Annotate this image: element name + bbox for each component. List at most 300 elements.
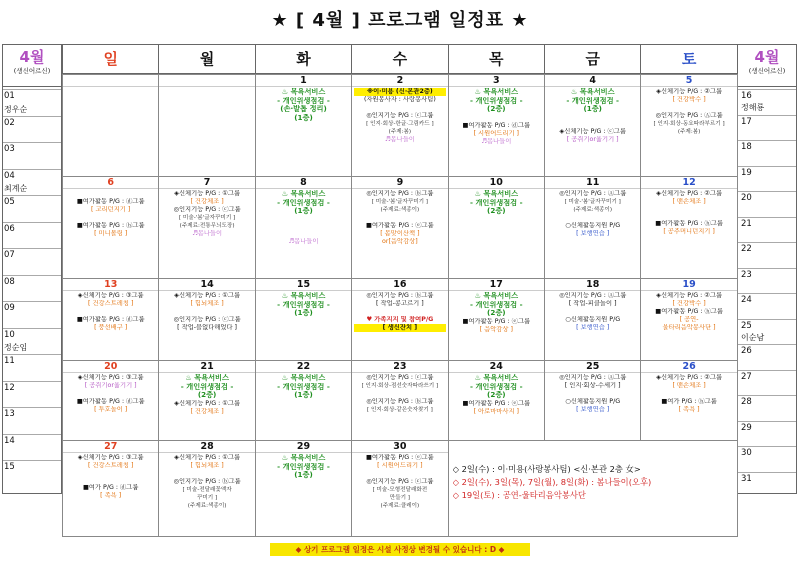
slot-number: 31: [741, 473, 752, 484]
schedule-line: - 개인위생점검 -: [469, 96, 523, 105]
day-schedule: [352, 87, 447, 145]
birthday-name: 정해룡: [741, 103, 765, 112]
day-cell: [544, 176, 641, 279]
schedule-line: [ 음악감상 ]: [479, 325, 513, 333]
slot-number: 26: [741, 346, 752, 356]
day-header: 수: [351, 44, 448, 74]
birthday-slot: [3, 89, 61, 116]
slot-number: 27: [741, 371, 752, 382]
day-number: 4: [545, 75, 640, 87]
schedule-line: ■여가활동 P/G : ⓓ그룹: [76, 198, 145, 205]
schedule-line: ◈신체기능 P/G : ①그룹: [174, 454, 241, 461]
day-number: 13: [63, 279, 158, 291]
day-number: 1: [256, 75, 351, 87]
day-schedule: [159, 87, 254, 89]
schedule-line: [ 건강체조 ]: [190, 198, 224, 205]
schedule-line: (자원봉사자 : 사랑봉사팀): [363, 96, 436, 103]
schedule-line: ♬봄나들이: [384, 136, 415, 143]
day-cell: [448, 74, 545, 177]
right-side-header: [738, 45, 796, 87]
schedule-line: ◈신체기능 P/G : ①그룹: [174, 292, 241, 299]
birthday-slot: [3, 195, 61, 222]
schedule-line: - 개인위생점검 -: [566, 96, 620, 105]
birthday-slot: [738, 217, 796, 243]
schedule-line: [ 보행연습 ]: [576, 406, 610, 413]
schedule-line: - 개인위생점검 -: [277, 300, 330, 309]
schedule-line: ○신체활동지원 P/G: [565, 222, 621, 229]
day-number: 22: [256, 361, 351, 373]
day-header: 금: [544, 44, 641, 74]
calendar-grid: [62, 44, 737, 539]
birthday-slot: [738, 370, 796, 396]
day-cell: [255, 176, 352, 279]
day-cell: [158, 176, 255, 279]
day-schedule: [449, 189, 544, 217]
day-number: 3: [449, 75, 544, 87]
day-cell: [62, 440, 159, 537]
day-schedule: [545, 373, 640, 415]
schedule-line: ♨ 목욕서비스: [281, 190, 326, 198]
day-number: 24: [449, 361, 544, 373]
birthday-slot: [738, 421, 796, 447]
slot-number: 15: [4, 462, 15, 472]
slot-number: 11: [4, 356, 15, 366]
schedule-line: ◈신체기능 P/G : ③그룹: [77, 454, 144, 461]
day-header: 토: [640, 44, 737, 74]
schedule-line: ◎인지기능 P/G : Ⓐ그룹: [655, 112, 723, 119]
side-subtitle: (생신어르신): [748, 67, 786, 75]
schedule-line: - 개인위생점검 -: [180, 382, 234, 391]
schedule-line: 울타리음악봉사단 ]: [662, 324, 716, 331]
right-birthday-column: [737, 44, 797, 494]
schedule-line: 만들기 ]: [389, 495, 410, 501]
day-schedule: [256, 87, 351, 123]
day-schedule: [641, 291, 736, 333]
schedule-line: ■여가활동 P/G : ⓓ그룹: [462, 121, 531, 129]
birthday-slot: [3, 222, 61, 249]
schedule-line: [ 힘뇌체조 ]: [190, 300, 224, 307]
schedule-line: ◎인지기능 P/G : Ⓐ그룹: [559, 190, 627, 197]
day-schedule: [159, 291, 254, 333]
slot-number: 05: [4, 197, 15, 207]
announcement-item: ◇ 2일(수), 3일(목), 7일(월), 8일(화) : 봄나들이(오후): [452, 477, 652, 487]
day-schedule: [63, 189, 158, 239]
slot-number: 20: [741, 193, 752, 203]
birthday-slot: [738, 191, 796, 217]
schedule-line: - 개인위생점검 -: [277, 198, 330, 207]
day-number: 16: [352, 279, 447, 291]
day-cell: [544, 74, 641, 177]
schedule-line: ■여가활동 P/G : ⓔ그룹: [462, 317, 531, 325]
slot-number: 25: [741, 320, 752, 331]
footer-notice: ◆ 상기 프로그램 일정은 시설 사정상 변경될 수 있습니다 : D ◆: [270, 543, 530, 556]
announcement-item: ◇ 19일(토) : 공연-울타리음악봉사단: [452, 490, 586, 500]
schedule-line: [ 보행연습 ]: [576, 230, 610, 237]
schedule-line: ♨ 목욕서비스: [474, 374, 519, 382]
day-cell: [255, 440, 352, 537]
schedule-line: ◎인지기능 P/G : ⓑ그룹: [366, 398, 434, 405]
day-number: 30: [352, 441, 447, 453]
left-side-header: [3, 45, 61, 87]
day-number: 26: [641, 361, 736, 373]
birthday-slot: [3, 328, 61, 355]
schedule-line: [ 시원어드리기 ]: [377, 462, 423, 469]
day-header: 목: [448, 44, 545, 74]
birthday-slot: [738, 140, 796, 166]
schedule-line: ■여가활동 P/G : ⓔ그룹: [366, 454, 434, 461]
day-number: 28: [159, 441, 254, 453]
schedule-line: [ 풍선배구 ]: [94, 324, 128, 331]
day-schedule: [63, 453, 158, 501]
schedule-line: ◈신체기능 P/G : ②그룹: [656, 374, 723, 381]
day-number: 10: [449, 177, 544, 189]
birthday-name: 이순남: [741, 332, 765, 342]
day-number: 2: [352, 75, 447, 87]
day-cell: [62, 176, 159, 279]
left-birthday-column: [2, 44, 62, 494]
schedule-line: [ 인지·회상-동요따라부르기 ]: [653, 121, 725, 127]
day-cell: [544, 360, 641, 441]
birthday-slot: [3, 275, 61, 302]
schedule-line: ♨ 목욕서비스: [570, 88, 615, 96]
slot-number: 23: [741, 269, 752, 280]
schedule-line: ◎인지기능 P/G : ⓒ그룹: [173, 206, 241, 213]
schedule-line: ♨ 목욕서비스: [185, 374, 229, 382]
schedule-line: ♨ 목욕서비스: [474, 190, 519, 198]
day-cell: [351, 440, 448, 537]
schedule-line: ♨ 목욕서비스: [281, 88, 326, 96]
birthday-slot: [3, 381, 61, 408]
day-cell: [158, 440, 255, 537]
schedule-line: ◎인지기능 P/G : Ⓐ그룹: [559, 374, 627, 381]
schedule-line: ◎인지기능 P/G : ⓒ그룹: [173, 316, 241, 323]
day-schedule: [159, 189, 254, 239]
birthday-name: 최계순: [4, 184, 28, 193]
day-number: 18: [545, 279, 640, 291]
day-cell: [255, 278, 352, 361]
day-number: 12: [641, 177, 736, 189]
day-cell: [351, 176, 448, 279]
schedule-line: [ 생신잔치 ]: [354, 324, 445, 332]
schedule-line: ◈신체기능 P/G : ③그룹: [77, 374, 144, 381]
birthday-slot: [3, 116, 61, 143]
schedule-line: ○신체활동지원 P/G: [565, 398, 621, 405]
schedule-line: [ 족욕 ]: [100, 492, 122, 499]
schedule-line: ◈신체기능 P/G : ⓒ그룹: [559, 127, 626, 135]
schedule-line: [ 미니볼링 ]: [94, 230, 128, 237]
schedule-line: ♨ 목욕서비스: [474, 292, 519, 300]
schedule-line: - 개인위생점검 -: [469, 198, 523, 207]
schedule-line: [ 공주머니던지기 ]: [663, 228, 715, 235]
schedule-line: [ 인지·회상-수세기 ]: [564, 382, 621, 389]
schedule-line: [ 건강스트레칭 ]: [87, 300, 134, 307]
schedule-line: [ 보행연습 ]: [576, 324, 610, 331]
birthday-slot: [738, 89, 796, 115]
announcement-item: ◇ 2일(수) : 이·미용(사랑봉사팀) <신·본관 2층 女>: [452, 464, 641, 474]
schedule-line: (주제료:색종이): [187, 503, 227, 509]
schedule-line: [ 인지·회상-점선숫자따라쓰기 ]: [361, 383, 439, 389]
birthday-name: 정순임: [4, 343, 28, 352]
day-schedule: [641, 87, 736, 137]
day-number: 14: [159, 279, 254, 291]
day-cell: [640, 278, 737, 361]
schedule-line: [ 미술-전달래꽃액자: [182, 487, 232, 493]
schedule-line: ♥ 가족지지 및 참여P/G: [366, 316, 434, 323]
birthday-slot: [738, 472, 796, 498]
slot-number: 22: [741, 244, 752, 254]
birthday-slot: [3, 301, 61, 328]
side-subtitle: (생신어르신): [13, 67, 51, 75]
schedule-line: ♨ 목욕서비스: [281, 454, 326, 462]
schedule-line: - 개인위생점검 -: [277, 382, 330, 391]
slot-number: 03: [4, 144, 15, 154]
day-schedule: [545, 87, 640, 145]
day-header: 월: [158, 44, 255, 74]
schedule-line: (2층): [487, 105, 506, 113]
slot-number: 09: [4, 303, 15, 313]
day-schedule: [63, 291, 158, 333]
page-title: ★ [ 4월 ] 프로그램 일정표 ★: [271, 10, 529, 31]
slot-number: 01: [4, 91, 15, 101]
birthday-slot: [3, 434, 61, 461]
day-schedule: [449, 291, 544, 335]
slot-number: 04: [4, 170, 15, 181]
birthday-slot: [738, 395, 796, 421]
birthday-slot: [3, 460, 61, 487]
schedule-line: [ 미술-'봄'글자꾸미기 ]: [371, 199, 428, 205]
schedule-line: [ 인지·회상-한글·그림카드 ]: [366, 121, 434, 127]
schedule-line: [ 미술-모형전달래화전: [372, 487, 428, 493]
day-number: 29: [256, 441, 351, 453]
schedule-line: ♬봄나들이: [192, 230, 223, 237]
day-header: 일: [62, 44, 159, 74]
slot-number: 08: [4, 276, 15, 287]
birthday-slot: [3, 248, 61, 275]
schedule-line: ◎인지기능 P/G : ⓑ그룹: [366, 190, 434, 197]
day-schedule: [256, 291, 351, 319]
slot-number: 18: [741, 142, 752, 152]
day-schedule: [545, 189, 640, 239]
schedule-line: - 개인위생점검 -: [277, 96, 330, 105]
day-number: 7: [159, 177, 254, 189]
schedule-line: [ 작업-피클놀이 ]: [568, 300, 617, 307]
schedule-line: ◈신체기능 P/G : ③그룹: [77, 292, 144, 299]
day-cell: [448, 278, 545, 361]
day-number: 27: [63, 441, 158, 453]
schedule-line: [ 작업-블없다해었다 ]: [177, 324, 238, 331]
day-schedule: [352, 453, 447, 511]
day-number: 8: [256, 177, 351, 189]
day-number: [63, 75, 158, 87]
day-schedule: [545, 291, 640, 333]
schedule-line: ◎인지기능 P/G : ⓑ그룹: [366, 292, 434, 299]
birthday-slot: [738, 166, 796, 192]
schedule-line: ◈신체기능 P/G : ①그룹: [174, 190, 241, 197]
schedule-line: (주제료:색종이): [573, 207, 613, 213]
birthday-slot: [3, 407, 61, 434]
day-cell: [62, 360, 159, 441]
day-cell: [62, 278, 159, 361]
schedule-line: [ 공쥐기or옮기기 ]: [566, 135, 619, 143]
schedule-line: ■여가활동 P/G : ⓗ그룹: [655, 220, 723, 227]
day-cell: [255, 74, 352, 177]
day-schedule: [256, 373, 351, 401]
schedule-line: [ 맨손체조 ]: [672, 198, 706, 205]
day-number: 21: [159, 361, 254, 373]
birthday-slot: [3, 169, 61, 196]
day-cell: [640, 74, 737, 177]
schedule-line: (1층): [583, 105, 602, 113]
schedule-line: [ 미술-'봄'글자꾸미기 ]: [564, 199, 621, 205]
schedule-line: (주제:봄): [677, 129, 701, 135]
schedule-line: ◈신체기능 P/G : ②그룹: [656, 292, 723, 299]
schedule-line: (1층): [294, 391, 313, 399]
schedule-line: ♬봄나들이: [288, 237, 319, 245]
schedule-line: (2층): [197, 391, 217, 399]
birthday-slot: [738, 242, 796, 268]
birthday-slot: [738, 115, 796, 141]
slot-number: 16: [741, 91, 752, 101]
schedule-line: ○신체활동지원 P/G: [565, 316, 621, 323]
day-cell: [448, 360, 545, 441]
day-schedule: [352, 291, 447, 333]
day-schedule: [449, 373, 544, 417]
slot-number: 06: [4, 223, 15, 234]
birthday-slot: [3, 354, 61, 381]
schedule-line: [ 건강박수 ]: [672, 96, 706, 103]
day-cell: [544, 278, 641, 361]
day-schedule: [449, 87, 544, 147]
schedule-line: ■여가 P/G : ⓓ그룹: [82, 484, 139, 491]
day-cell: [448, 176, 545, 279]
day-schedule: [352, 189, 447, 247]
slot-number: 02: [4, 117, 15, 128]
day-number: 23: [352, 361, 447, 373]
day-schedule: [63, 373, 158, 415]
schedule-line: - 개인위생점검 -: [469, 300, 523, 309]
schedule-line: 꾸미기 ]: [197, 495, 218, 501]
slot-number: 24: [741, 295, 752, 305]
schedule-line: ◈신체기능 P/G : ②그룹: [656, 88, 723, 95]
slot-number: 17: [741, 116, 752, 127]
month-label: 4월: [754, 48, 780, 66]
slot-number: 13: [4, 409, 15, 419]
birthday-slot: [738, 344, 796, 370]
day-cell: [640, 360, 737, 441]
day-cell: [351, 278, 448, 361]
day-schedule: [63, 87, 158, 89]
schedule-line: (주제:봄): [388, 129, 412, 135]
schedule-line: ■여가활동 P/G : ⓔ그룹: [366, 222, 434, 229]
schedule-line: ■여가활동 P/G : ⓓ그룹: [76, 398, 145, 405]
schedule-line: ■여가 P/G : ⓗ그룹: [661, 398, 717, 405]
month-label: 4월: [19, 48, 45, 66]
day-schedule: [641, 373, 736, 415]
day-number: [159, 75, 254, 87]
day-cell: [62, 74, 159, 177]
day-cell: [255, 360, 352, 441]
schedule-line: [ 건강박수 ]: [672, 300, 706, 307]
schedule-line: ♬봄나들이: [481, 137, 512, 145]
schedule-line: - 개인위생점검 -: [469, 382, 523, 391]
day-number: 11: [545, 177, 640, 189]
day-schedule: [159, 453, 254, 511]
announcement-box: [448, 440, 738, 537]
schedule-line: [ 아로마마사지 ]: [473, 407, 519, 415]
schedule-line: (2층): [487, 309, 506, 317]
schedule-line: ■여가활동 P/G : ⓔ그룹: [462, 399, 531, 407]
schedule-line: ◎인지기능 P/G : ⓒ그룹: [366, 478, 434, 485]
schedule-line: [ 건강스트레칭 ]: [87, 462, 134, 469]
schedule-line: [ 족욕 ]: [678, 406, 700, 413]
schedule-line: ■여가활동 P/G : ⓗ그룹: [76, 222, 145, 229]
schedule-line: [ 고리던지기 ]: [91, 206, 131, 213]
schedule-line: ◎인지기능 P/G : Ⓐ그룹: [559, 292, 627, 299]
day-cell: [158, 278, 255, 361]
schedule-line: [ 미술-'봄'글자꾸미기 ]: [178, 215, 236, 221]
schedule-line: [ 투호놀이 ]: [94, 406, 128, 413]
schedule-line: [ 봄맞이산책 ]: [380, 230, 420, 237]
birthday-slot: [738, 319, 796, 345]
schedule-line: [ 인지·회상-같은숫자찾기 ]: [367, 407, 433, 413]
day-schedule: [159, 373, 254, 417]
slot-number: 19: [741, 167, 752, 178]
schedule-line: (주제료:전통무늬도장): [179, 223, 235, 229]
schedule-line: ♨ 목욕서비스: [281, 292, 326, 300]
day-number: 17: [449, 279, 544, 291]
slot-number: 21: [741, 218, 752, 229]
schedule-line: ◎인지기능 P/G : ⓑ그룹: [173, 478, 241, 485]
schedule-line: [ 시원어드리기 ]: [473, 129, 519, 137]
day-number: 6: [63, 177, 158, 189]
schedule-line: (1층): [294, 309, 313, 317]
schedule-line: ◎인지기능 P/G : ⓒ그룹: [366, 112, 434, 119]
birthday-slot: [738, 268, 796, 294]
schedule-line: (주제료:색종이): [380, 207, 420, 213]
schedule-line: ■여가활동 P/G : ⓗ그룹: [655, 308, 723, 315]
birthday-slot: [738, 293, 796, 319]
slot-number: 30: [741, 448, 752, 458]
slot-number: 12: [4, 382, 15, 393]
slot-number: 10: [4, 329, 15, 340]
schedule-line: ◎인지기능 P/G : ⓒ그룹: [366, 374, 434, 381]
day-schedule: [256, 189, 351, 247]
slot-number: 14: [4, 435, 15, 446]
day-number: 15: [256, 279, 351, 291]
day-cell: [158, 360, 255, 441]
schedule-line: (2층): [487, 391, 506, 399]
slot-number: 07: [4, 250, 15, 260]
schedule-line: (1층): [294, 471, 313, 479]
day-cell: [351, 74, 448, 177]
birthday-slot: [738, 446, 796, 472]
schedule-line: ■여가활동 P/G : ⓓ그룹: [76, 316, 145, 323]
day-schedule: [641, 189, 736, 237]
day-number: 20: [63, 361, 158, 373]
schedule-line: [ 공쥐기or옮기기 ]: [84, 382, 137, 389]
day-cell: [158, 74, 255, 177]
day-number: 25: [545, 361, 640, 373]
schedule-line: (2층): [487, 207, 506, 215]
schedule-line: [ 맨손체조 ]: [672, 382, 706, 389]
schedule-line: (주제료:클레이): [380, 503, 420, 509]
schedule-line: ◈신체기능 P/G : ②그룹: [656, 190, 723, 197]
schedule-line: [ 공연-: [679, 316, 699, 323]
slot-number: 29: [741, 422, 752, 433]
schedule-line: ※이·미용 (신·본관2층): [354, 88, 445, 96]
day-number: 5: [641, 75, 736, 87]
schedule-line: - 개인위생점검 -: [277, 462, 330, 471]
